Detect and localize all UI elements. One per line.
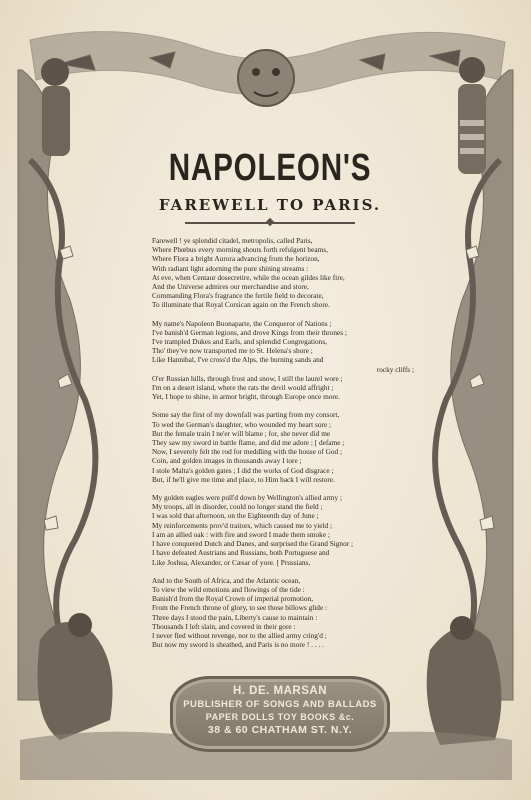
publisher-trade: PUBLISHER OF SONGS AND BALLADS	[183, 699, 377, 710]
publisher-products: PAPER DOLLS TOY BOOKS &c.	[205, 712, 355, 722]
poem-line: My golden eagles were pull'd down by Wellington's allied army ;	[152, 493, 342, 503]
poem-line: Yet, I hope to shine, in armor bright, through Europe once more.	[152, 392, 340, 402]
stanza-4	[152, 493, 414, 567]
poem-line: O'er Russian hills, through frost and snow, I still the laurel wore ;	[152, 373, 343, 383]
poem-line: I never fled without revenge, nor to the allied army cring'd ;	[152, 630, 327, 640]
poem-line: Thousands I left slain, and covered in their gore :	[152, 621, 296, 631]
poem-line: To illuminate that Royal Corsican again on the French shore.	[152, 300, 330, 310]
poem-line: Farewell ! ye splendid citadel, metropolis, called Paris,	[152, 236, 313, 245]
poem-line: At eve, when Centaur dosecretire, while the ocean gildes like fire,	[152, 272, 345, 282]
poem-line: But now my sword is sheathed, and Paris is no more ! . . . .	[152, 640, 324, 650]
poem-line: My name's Napoleon Buonaparte, the Conqueror of Nations ;	[152, 318, 332, 328]
poem-line: I'm on a desert island, where the rats the devil would affright ;	[152, 383, 334, 393]
poem-line: Where Flora a bright Aurora advancing from the horizon,	[152, 254, 320, 264]
stanza-1	[152, 236, 414, 310]
publisher-imprint	[170, 676, 390, 752]
poem-line: To wed the German's daughter, who wounded my heart sore ;	[152, 419, 332, 429]
title-block	[140, 148, 400, 224]
left-border-column	[18, 70, 95, 700]
page-subtitle: FAREWELL TO PARIS.	[158, 196, 382, 214]
poem-line: Some say the first of my downfall was parting from my consort,	[152, 410, 340, 420]
imprint-text	[170, 676, 390, 737]
poem-line: Like Hannibal, I've cross'd the Alps, the burning sands and	[152, 355, 324, 365]
poem-line: With radiant light adorning the pure shining streams :	[152, 263, 309, 273]
poem-line: To view the wild emotions and flowings of the tide :	[152, 584, 305, 594]
sun-mask	[238, 50, 294, 106]
poem-line: Tho' they've now transported me to St. Helena's shore ;	[152, 346, 313, 356]
poem-line: But the female train I ne'er will blame ; for, she never did me	[152, 428, 331, 438]
poem-line: I have defeated Austrians and Russians, both Portuguese and	[152, 548, 330, 558]
poem-line: rocky cliffs ;	[376, 364, 414, 374]
poem-line: Coin, and golden images in thousands away I tore ;	[152, 456, 302, 466]
stanza-3	[152, 410, 414, 484]
poem-line: I was sold that afternoon, on the Eighteenth day of June ;	[152, 511, 319, 521]
poem-line: And the Universe admires our merchandise and store,	[152, 282, 309, 292]
poem-line: I am an allied oak : with fire and sword I made them smoke ;	[152, 529, 330, 539]
publisher-address: 38 & 60 CHATHAM ST. N.Y.	[207, 724, 353, 736]
poem-line: My reinforcements prov'd traitors, which caused me to yield ;	[152, 520, 333, 530]
publisher-name: H. DE. MARSAN	[232, 685, 328, 697]
page-title: NAPOLEON'S	[168, 147, 372, 189]
poem-line: I've trampled Dukes and Earls, and splendid Congregations,	[152, 337, 327, 347]
poem-line: They saw my sword in battle flame, and did me adore ; [ defame ;	[152, 438, 345, 448]
poem-line: From the French throne of glory, to see those billows glide :	[152, 603, 328, 613]
poem-line: Banish'd from the Royal Crown of imperial promotion,	[152, 594, 314, 604]
poem-line: My troops, all in disorder, could no longer stand the field ;	[152, 502, 323, 512]
poem-body	[152, 236, 414, 658]
poem-line: And to the South of Africa, and the Atlantic ocean,	[152, 575, 301, 585]
poem-line: I've banish'd German legions, and drove Kings from their thrones ;	[152, 327, 347, 337]
top-left-figure	[41, 58, 70, 156]
poem-line: I stole Malta's golden gates ; I did the works of God disgrace ;	[152, 465, 334, 475]
poem-line: Commanding Flora's fragrance the fertile field to decorate,	[152, 291, 324, 301]
title-rule	[185, 222, 355, 224]
poem-line: Like Joshua, Alexander, or Cæsar of yore. [ Prussians,	[152, 557, 311, 567]
bottom-left-figure	[38, 613, 113, 740]
poem-line: Three days I stood the pain, Liberty's cause to maintain :	[152, 612, 318, 622]
stanza-2	[152, 319, 414, 402]
poem-line: Now, I severely felt the rod for meddling with the house of God ;	[152, 447, 343, 457]
poem-line: But, if he'll give me time and place, to Him back I will restore.	[152, 474, 335, 484]
poem-line: I have conquered Dutch and Danes, and surprised the Grand Signor ;	[152, 539, 354, 549]
top-right-figure	[458, 57, 486, 174]
stanza-5	[152, 576, 414, 650]
poem-line: Where Phœbus every morning shouts forth refulgent beams,	[152, 245, 328, 255]
